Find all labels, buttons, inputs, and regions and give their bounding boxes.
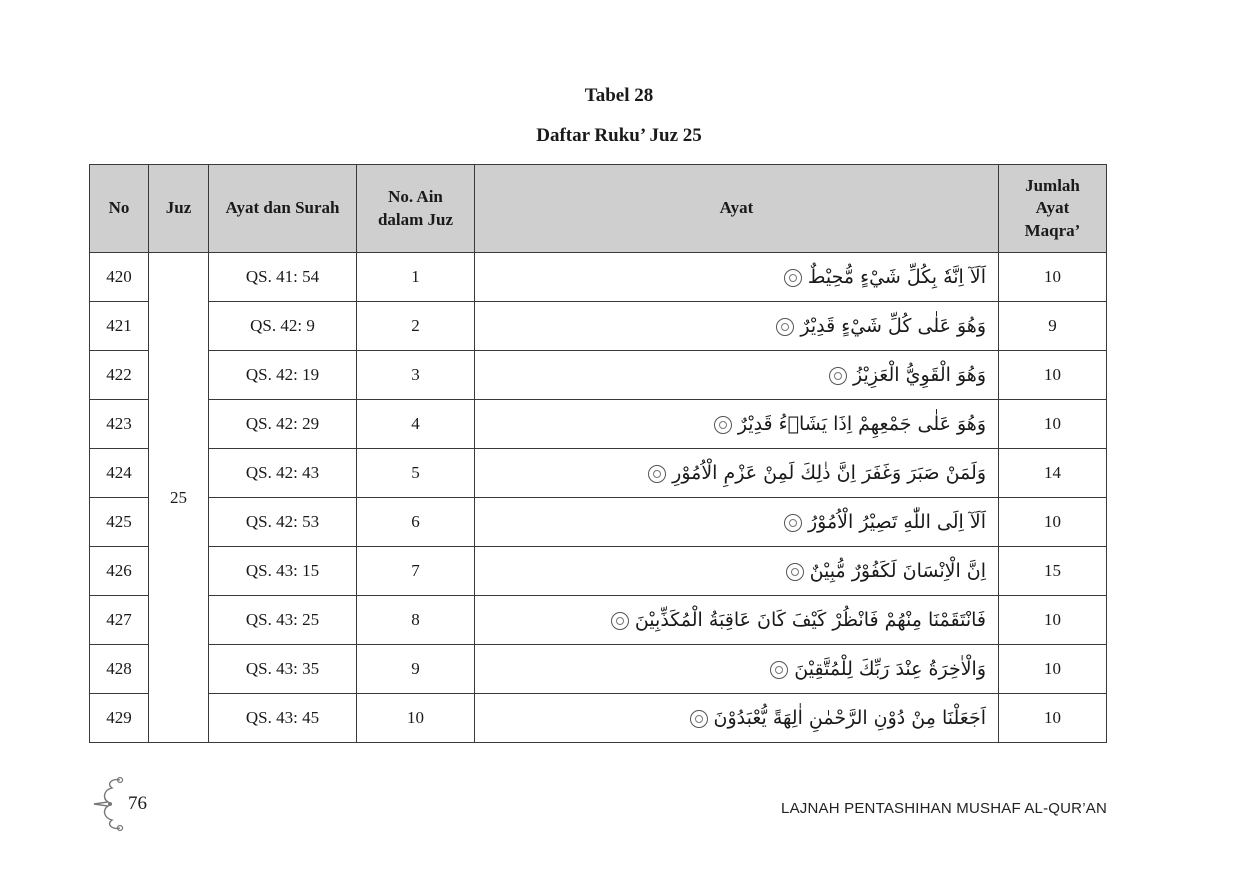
page-number: 76 [128,793,147,814]
cell-jumlah: 10 [999,400,1107,449]
cell-ain: 2 [357,302,475,351]
ayat-text: فَانْتَقَمْنَا مِنْهُمْ فَانْظُرْ كَيْفَ كَانَ عَاقِبَةُ الْمُكَذِّبِيْنَ [634,609,986,631]
ayah-end-marker-icon [786,563,804,581]
ayat-text: وَلَمَنْ صَبَرَ وَغَفَرَ اِنَّ ذٰلِكَ لَمِنْ عَزْمِ الْاُمُوْرِ [672,462,986,484]
cell-no: 423 [90,400,149,449]
ayah-end-marker-icon [648,465,666,483]
cell-ain: 7 [357,547,475,596]
cell-ayat [475,449,999,498]
cell-surah: QS. 43: 45 [209,694,357,743]
cell-no: 427 [90,596,149,645]
cell-ayat [475,694,999,743]
table-row [90,351,1107,400]
table-row [90,547,1107,596]
cell-jumlah: 14 [999,449,1107,498]
table-row [90,498,1107,547]
cell-no: 429 [90,694,149,743]
cell-surah: QS. 41: 54 [209,253,357,302]
cell-jumlah: 10 [999,253,1107,302]
ayah-end-marker-icon [776,318,794,336]
cell-surah: QS. 42: 19 [209,351,357,400]
header-no-ain [357,165,475,253]
cell-ayat [475,351,999,400]
cell-ayat [475,645,999,694]
cell-jumlah: 9 [999,302,1107,351]
header-ayat: Ayat [475,165,999,253]
header-jumlah [999,165,1107,253]
cell-ayat [475,253,999,302]
cell-ain: 8 [357,596,475,645]
ayah-end-marker-icon [829,367,847,385]
cell-ain: 3 [357,351,475,400]
cell-ayat [475,302,999,351]
ayat-text: وَهُوَ عَلٰى كُلِّ شَيْءٍ قَدِيْرٌ [800,315,986,337]
ayah-end-marker-icon [690,710,708,728]
cell-jumlah: 10 [999,645,1107,694]
cell-ain: 10 [357,694,475,743]
header-jumlah-line2: Ayat [1035,198,1070,218]
cell-no: 425 [90,498,149,547]
table-header-row [90,165,1107,253]
ayah-end-marker-icon [770,661,788,679]
cell-no: 422 [90,351,149,400]
cell-surah: QS. 42: 29 [209,400,357,449]
header-no-ain-line2: dalam Juz [377,209,454,229]
cell-jumlah: 10 [999,498,1107,547]
ayah-end-marker-icon [714,416,732,434]
header-no: No [90,165,149,253]
cell-ayat [475,400,999,449]
cell-jumlah: 10 [999,694,1107,743]
ayat-text: وَالْاٰخِرَةُ عِنْدَ رَبِّكَ لِلْمُتَّقِيْنَ [794,658,986,680]
table-subtitle: Daftar Ruku’ Juz 25 [536,125,702,146]
cell-surah: QS. 42: 43 [209,449,357,498]
table-row [90,449,1107,498]
ayah-end-marker-icon [784,514,802,532]
cell-surah: QS. 43: 25 [209,596,357,645]
table-row [90,645,1107,694]
header-jumlah-line1: Jumlah [1025,176,1080,196]
cell-no: 421 [90,302,149,351]
table-row [90,302,1107,351]
ayah-end-marker-icon [784,269,802,287]
cell-surah: QS. 42: 53 [209,498,357,547]
cell-ayat [475,596,999,645]
cell-ayat [475,547,999,596]
ayat-text: اَجَعَلْنَا مِنْ دُوْنِ الرَّحْمٰنِ اٰلِهَةً يُّعْبَدُوْنَ [713,707,986,729]
cell-no: 428 [90,645,149,694]
cell-surah: QS. 43: 35 [209,645,357,694]
table-row [90,253,1107,302]
ayat-text: اَلَآ اِنَّهٗ بِكُلِّ شَيْءٍ مُّحِيْطٌ [807,266,986,288]
ayat-text: وَهُوَ الْقَوِيُّ الْعَزِيْزُ [853,364,986,386]
cell-juz: 25 [149,253,209,743]
cell-jumlah: 10 [999,596,1107,645]
header-ayat-surah: Ayat dan Surah [209,165,357,253]
footer-publisher: LAJNAH PENTASHIHAN MUSHAF AL-QUR’AN [781,800,1107,817]
cell-jumlah: 10 [999,351,1107,400]
ayah-end-marker-icon [611,612,629,630]
table-row [90,694,1107,743]
table-row [90,400,1107,449]
ruku-table [89,164,1107,743]
ayat-text: اِنَّ الْاِنْسَانَ لَكَفُوْرٌ مُّبِيْنٌ [809,560,986,582]
cell-surah: QS. 42: 9 [209,302,357,351]
header-no-ain-line1: No. Ain [388,187,443,207]
cell-ain: 1 [357,253,475,302]
cell-no: 426 [90,547,149,596]
ayat-text: اَلَآ اِلَى اللّٰهِ تَصِيْرُ الْاُمُوْرُ [808,511,986,533]
cell-ain: 5 [357,449,475,498]
table-row [90,596,1107,645]
table-title: Tabel 28 [584,85,654,106]
page-ornament-icon [90,774,130,834]
cell-surah: QS. 43: 15 [209,547,357,596]
cell-ain: 6 [357,498,475,547]
header-jumlah-line3: Maqra’ [1024,220,1081,240]
cell-ayat [475,498,999,547]
cell-jumlah: 15 [999,547,1107,596]
header-juz: Juz [149,165,209,253]
ayat-text: وَهُوَ عَلٰى جَمْعِهِمْ اِذَا يَشَاۤءُ قَدِيْرٌ [737,413,986,435]
cell-no: 424 [90,449,149,498]
cell-ain: 9 [357,645,475,694]
cell-no: 420 [90,253,149,302]
cell-ain: 4 [357,400,475,449]
